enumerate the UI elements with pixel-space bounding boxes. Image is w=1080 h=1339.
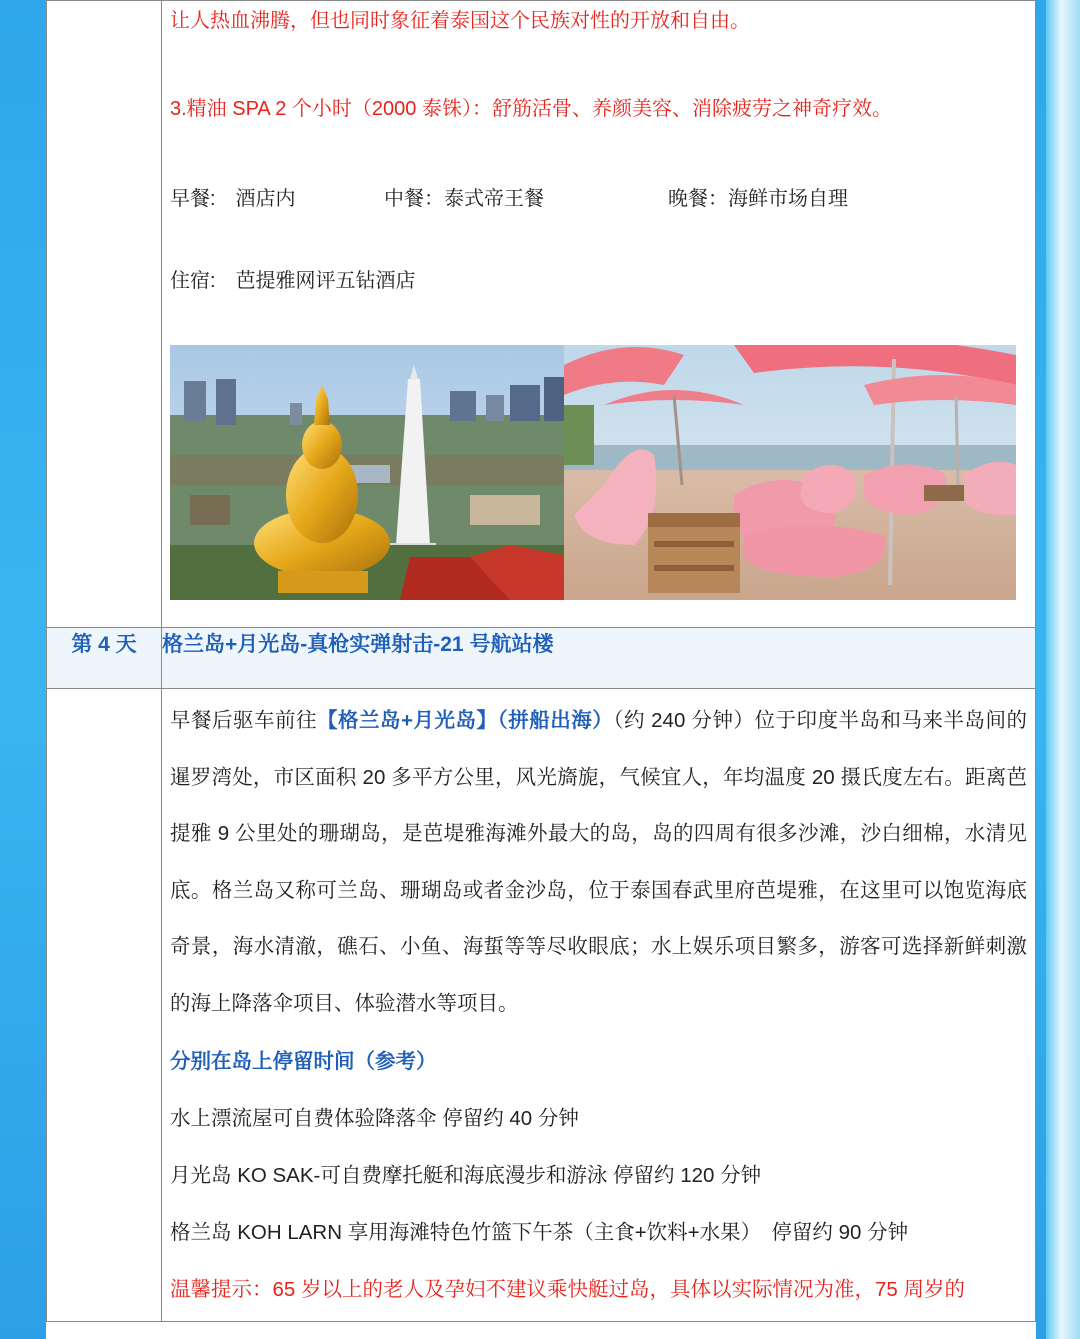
itinerary-table (46, 0, 1036, 1322)
day4-label: 第 4 天 (47, 628, 162, 689)
breakfast-text: 早餐: 酒店内 (170, 188, 296, 210)
warning-tip: 温馨提示：65 岁以上的老人及孕妇不建议乘快艇过岛，具体以实际情况为准，75 周岁的 (170, 1277, 965, 1301)
stay-time-heading: 分别在岛上停留时间（参考） (170, 1049, 437, 1073)
day4-description (170, 693, 1027, 1033)
day4-highlight: 【格兰岛+月光岛】（拼船出海） (317, 709, 614, 732)
page-right-edge (1046, 0, 1080, 1339)
previous-day-content (162, 1, 1036, 628)
previous-day-row (47, 1, 1036, 628)
day-column-empty (47, 1, 162, 628)
intro-line: 让人热血沸腾，但也同时象征着泰国这个民族对性的开放和自由。 (170, 10, 750, 32)
stop-item-1: 水上漂流屋可自费体验降落伞 停留约 40 分钟 (170, 1106, 579, 1130)
day4-title: 格兰岛+月光岛-真枪实弹射击-21 号航站楼 (162, 628, 1036, 689)
day4-header-row (47, 628, 1036, 689)
stop-item-3: 格兰岛 KOH LARN 享用海滩特色竹篮下午茶（主食+饮料+水果） 停留约 90 分钟 (170, 1220, 909, 1244)
photo-strip (170, 345, 1016, 600)
day4-lead: 早餐后驱车前往 (170, 709, 317, 732)
day4-content-row (47, 689, 1036, 1322)
dinner-text: 晚餐：海鲜市场自理 (668, 188, 848, 210)
stop-item-2: 月光岛 KO SAK-可自费摩托艇和海底漫步和游泳 停留约 120 分钟 (170, 1163, 762, 1187)
day4-content (162, 689, 1036, 1322)
hotel-text: 住宿: 芭提雅网评五钻酒店 (170, 270, 416, 292)
meals-row (170, 179, 1027, 219)
buddha-temple-photo (170, 345, 564, 600)
day-column-empty-2 (47, 689, 162, 1322)
spa-line: 3.精油 SPA 2 个小时（2000 泰铢）：舒筋活骨、养颜美容、消除疲劳之神奇疗效。 (170, 98, 892, 120)
day4-rest: （约 240 分钟）位于印度半岛和马来半岛间的暹罗湾处，市区面积 20 多平方公里，风光旖旎，气候宜人，年均温度 20 摄氏度左右。距离芭提雅 9 公里处的珊瑚岛，是芭堤雅海滩外最大的岛，岛的四周有很多沙滩，沙白细棉，水清见底。格兰岛又称可兰岛、珊瑚岛或者金沙岛，位于泰国春武里府芭堤雅，在这里可以饱览海底奇景，海水清澈，礁石、小鱼、海蜇等等尽收眼底；水上娱乐项目繁多，游客可选择新鲜刺激的海上降落伞项目、体验潜水等项目。 (170, 709, 1028, 1015)
itinerary-sheet (46, 0, 1036, 1339)
pink-beach-umbrella-photo (564, 345, 1016, 600)
lunch-text: 中餐：泰式帝王餐 (384, 188, 544, 210)
